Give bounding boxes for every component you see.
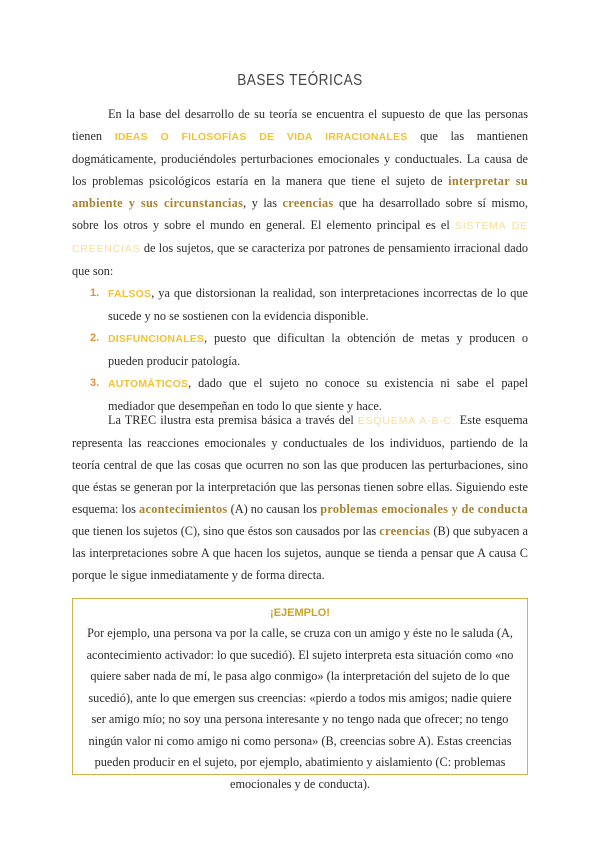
highlight-emotional-problems: problemas emocionales y de conducta [320, 502, 529, 516]
example-title: ¡EJEMPLO! [270, 607, 330, 619]
intro-paragraph [72, 103, 528, 282]
intro-text-2: que las mantienen dogmáticamente, produciéndoles perturbaciones emocionales y conductuales. La causa de los problemas psicológicos estaría en la manera que tiene el sujeto de [72, 129, 528, 188]
abc-paragraph [72, 409, 528, 586]
list-number: 2. [90, 332, 100, 344]
intro-text-4: que ha desarrollado sobre sí mismo, sobre los otros y sobre el mundo en general. El elemento principal es el [72, 196, 529, 232]
highlight-abc-scheme: ESQUEMA A-B-C. [357, 415, 456, 427]
intro-section [72, 103, 528, 417]
highlight-irrational-ideas: IDEAS O FILOSOFÍAS DE VIDA IRRACIONALES [114, 131, 408, 143]
abc-text-2: Este esquema representa las reacciones emocionales y conductuales de los individuos, partiendo de la teoría central de que las cosas que ocurren no son las que producen las perturbaciones, sino que éstas se generan por la interpretación que las personas tienen sobre ellas. Siguiendo este esquema: los [72, 413, 529, 516]
list-text: , dado que el sujeto no conoce su existencia ni sabe el papel mediador que desempeñan en todo lo que siente y hace. [108, 376, 528, 413]
list-item [72, 282, 528, 327]
belief-traits-list [72, 282, 528, 417]
list-number: 3. [90, 377, 100, 389]
abc-text-1: La TREC ilustra esta premisa básica a través del [108, 413, 358, 427]
intro-text-5: de los sujetos, que se caracteriza por patrones de pensamiento irracional dado que son: [72, 241, 528, 278]
list-text: , ya que distorsionan la realidad, son interpretaciones incorrectas de lo que sucede y no se sostienen con la evidencia disponible. [108, 286, 528, 323]
highlight-events: acontecimientos [139, 502, 228, 516]
abc-section [72, 409, 528, 586]
highlight-belief-system: SISTEMA DE CREENCIAS [72, 220, 528, 255]
list-number: 1. [90, 287, 100, 299]
list-term: FALSOS [108, 288, 152, 300]
intro-text-1: En la base del desarrollo de su teoría se encuentra el supuesto de que las personas tienen [72, 107, 528, 143]
example-callout [72, 598, 528, 791]
list-item [72, 327, 528, 372]
list-term: DISFUNCIONALES [108, 333, 205, 345]
list-term: AUTOMÁTICOS [108, 378, 189, 390]
highlight-interpret-environment: interpretar su ambiente y sus circunstancias [72, 174, 528, 210]
intro-text-3: , y las [243, 196, 283, 210]
abc-text-4: que tienen los sujetos (C), sino que éstos son causados por las [72, 524, 380, 538]
abc-text-3: (A) no causan los [227, 502, 321, 516]
abc-text-5: (B) que subyacen a las interpretaciones sobre A que hacen los sujetos, aunque se tienda a pensar que A causa C porque le sigue inmediatamente y de forma directa. [72, 524, 529, 582]
highlight-beliefs-b: creencias [379, 524, 431, 538]
example-text: Por ejemplo, una persona va por la calle, se cruza con un amigo y éste no le saluda (A, acontecimiento activador: lo que sucedió). El sujeto interpreta esta situación como «no quiere saber nada de mí, le pasa algo conmigo» (la interpretación del sujeto de lo que sucedió), ante lo que emergen sus creencias: «pierdo a todos mis amigos; nadie quiere ser amigo mío; no soy una persona interesante y no tengo nada que ofrecer; no tengo ningún valor ni como amigo ni como persona» (B, creencias sobre A). Estas creencias pueden producir en el sujeto, por ejemplo, abatimiento y aislamiento (C: problemas emocionales y de conducta). [86, 626, 514, 791]
highlight-beliefs: creencias [282, 196, 334, 210]
page-title: BASES TEÓRICAS [237, 72, 363, 89]
list-text: , puesto que dificultan la obtención de metas y producen o pueden producir patología. [108, 331, 528, 368]
